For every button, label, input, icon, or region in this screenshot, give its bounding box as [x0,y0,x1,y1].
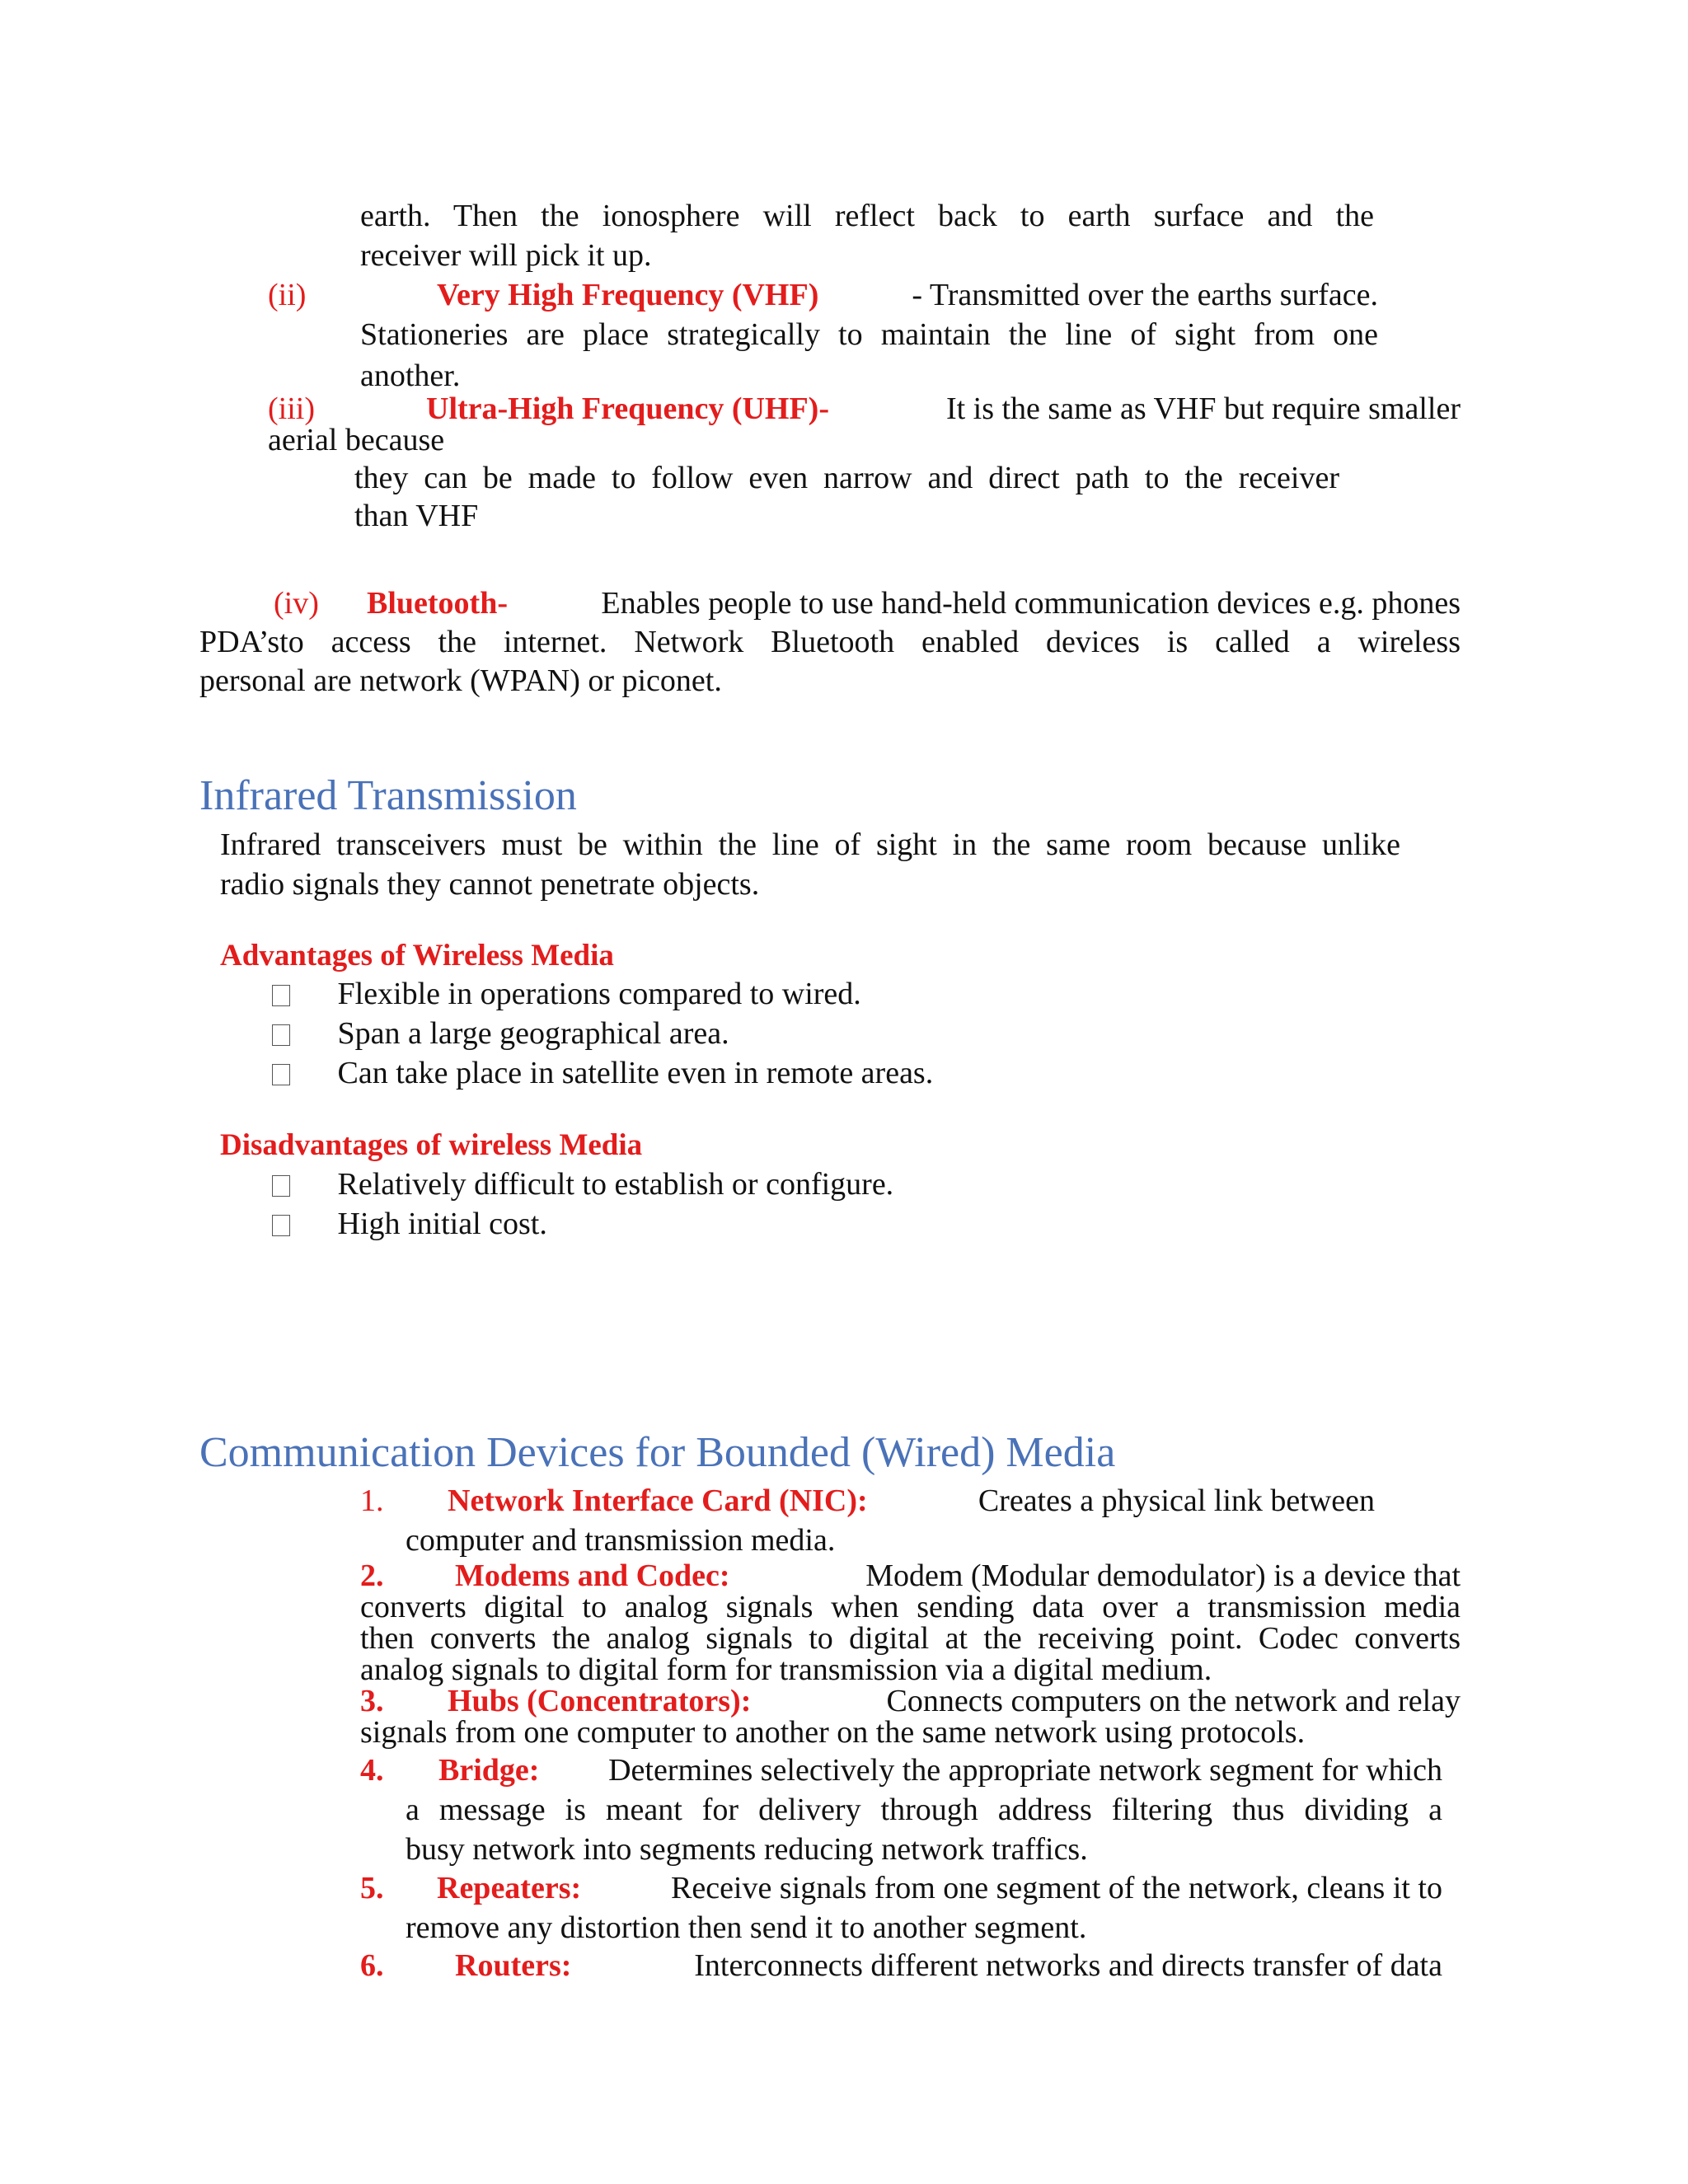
list-marker: (iv) [274,586,319,621]
term-routers: Routers: [455,1948,572,1983]
term-modem: Modems and Codec: [455,1558,730,1593]
advantages-heading: Advantages of Wireless Media [220,939,614,972]
text-hubs: Connects computers on the network and relay [886,1684,1461,1718]
list-item: Span a large geographical area. [272,1014,729,1053]
text-line: then converts the analog signals to digital at the receiving point. Codec converts [360,1621,1461,1656]
text-line: earth. Then the ionosphere will reflect back to earth surface and the [360,199,1374,233]
text-nic: Creates a physical link between [978,1483,1375,1518]
list-marker: 4. [360,1753,384,1788]
list-item: Flexible in operations compared to wired. [272,974,861,1014]
term-uhf: Ultra-High Frequency (UHF)- [426,391,829,426]
text-line: remove any distortion then send it to another segment. [406,1910,1087,1945]
device-item-modem [455,1560,1461,1591]
term-hubs: Hubs (Concentrators): [448,1684,752,1718]
text-line: another. [360,359,461,393]
text-line: computer and transmission media. [406,1523,836,1558]
list-item-bluetooth [367,583,1461,623]
checkbox-bullet-icon [272,1215,290,1236]
list-item-uhf [426,393,1461,424]
checkbox-bullet-icon [272,1064,290,1085]
text-line: aerial because [268,423,445,457]
term-vhf: Very High Frequency (VHF) [437,278,819,312]
text-bridge: Determines selectively the appropriate network segment for which [608,1753,1442,1788]
text-line: analog signals to digital form for transmission via a digital medium. [360,1652,1212,1687]
list-item-vhf [437,275,1378,315]
section-heading-devices: Communication Devices for Bounded (Wired) Media [199,1429,1116,1476]
device-item-bridge [438,1750,1442,1790]
device-item-routers [455,1946,1442,1985]
text-line: Stationeries are place strategically to maintain the line of sight from one [360,317,1378,352]
list-item: High initial cost. [272,1204,547,1244]
text-bluetooth: Enables people to use hand-held communication devices e.g. phones [601,586,1461,621]
text-line: receiver will pick it up. [360,238,652,273]
checkbox-bullet-icon [272,1024,290,1046]
text-routers: Interconnects different networks and directs transfer of data [694,1948,1442,1983]
device-item-hubs [448,1685,1461,1717]
list-item: Can take place in satellite even in remote areas. [272,1053,933,1093]
device-item-nic [448,1481,1375,1521]
text-line: personal are network (WPAN) or piconet. [199,663,722,698]
list-marker: 6. [360,1948,384,1983]
text-line: than VHF [354,499,479,533]
section-heading-infrared: Infrared Transmission [199,772,577,819]
term-nic: Network Interface Card (NIC): [448,1483,868,1518]
text-line: radio signals they cannot penetrate objects. [220,867,760,902]
text-vhf: - Transmitted over the earths surface. [912,278,1378,312]
list-marker: 5. [360,1871,384,1905]
list-marker: 1. [360,1483,384,1518]
list-marker: 2. [360,1558,384,1593]
term-bluetooth: Bluetooth- [367,586,508,621]
text-modem: Modem (Modular demodulator) is a device that [865,1558,1461,1593]
text-line: a message is meant for delivery through address filtering thus dividing a [406,1793,1442,1827]
text-line: signals from one computer to another on the same network using protocols. [360,1715,1306,1750]
list-marker: 3. [360,1684,384,1718]
text-line: they can be made to follow even narrow and direct path to the receiver [354,461,1339,495]
checkbox-bullet-icon [272,1175,290,1197]
list-marker: (ii) [268,278,307,312]
checkbox-bullet-icon [272,985,290,1006]
disadvantages-heading: Disadvantages of wireless Media [220,1128,643,1162]
term-bridge: Bridge: [438,1753,540,1788]
text-repeaters: Receive signals from one segment of the network, cleans it to [670,1871,1442,1905]
text-uhf: It is the same as VHF but require smaller [945,391,1461,426]
text-line: converts digital to analog signals when sending data over a transmission media [360,1590,1461,1624]
device-item-repeaters [437,1868,1442,1908]
list-marker: (iii) [268,391,315,426]
text-line: Infrared transceivers must be within the line of sight in the same room because unlike [220,827,1400,862]
text-line: busy network into segments reducing network traffics. [406,1832,1088,1867]
list-item: Relatively difficult to establish or configure. [272,1165,893,1204]
text-line: PDA’sto access the internet. Network Bluetooth enabled devices is called a wireless [199,625,1461,659]
term-repeaters: Repeaters: [437,1871,582,1905]
